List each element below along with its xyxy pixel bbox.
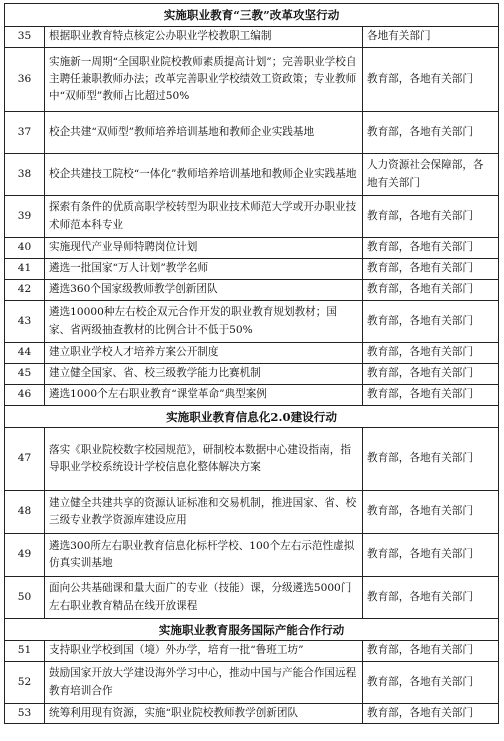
row-description: 统筹利用现有资源，实施“职业院校教师教学创新团队 <box>45 704 363 724</box>
row-number: 48 <box>5 491 45 534</box>
row-description: 建立职业学校人才培养方案公开制度 <box>45 343 363 364</box>
row-department: 教育部，各地有关部门 <box>363 491 499 534</box>
section-header-row <box>5 619 499 641</box>
row-description: 建立健全国家、省、校三级教学能力比赛机制 <box>45 364 363 385</box>
row-description: 遴选360个国家级教师教学创新团队 <box>45 280 363 301</box>
row-department: 教育部，各地有关部门 <box>363 48 499 112</box>
table-row <box>5 385 499 406</box>
section-header-row <box>5 406 499 428</box>
row-description: 遴选1000个左右职业教育“课堂革命”典型案例 <box>45 385 363 406</box>
table-row <box>5 343 499 364</box>
row-department: 教育部，各地有关部门 <box>363 428 499 491</box>
row-department: 人力资源社会保障部，各地有关部门 <box>363 154 499 196</box>
table-row <box>5 259 499 280</box>
document-page <box>4 3 498 724</box>
row-department: 教育部，各地有关部门 <box>363 704 499 724</box>
section-title: 实施职业教育“三教”改革攻坚行动 <box>5 4 499 27</box>
row-description: 校企共建“双师型”教师培养培训基地和教师企业实践基地 <box>45 112 363 154</box>
row-description: 鼓励国家开放大学建设海外学习中心，推动中国与产能合作国远程教育培训合作 <box>45 662 363 704</box>
table-row <box>5 280 499 301</box>
section-header-row <box>5 4 499 27</box>
row-number: 41 <box>5 259 45 280</box>
row-number: 35 <box>5 27 45 48</box>
row-description: 探索有条件的优质高职学校转型为职业技术师范大学或开办职业技术师范本科专业 <box>45 196 363 238</box>
row-department: 教育部，各地有关部门 <box>363 577 499 619</box>
table-row <box>5 534 499 577</box>
row-number: 40 <box>5 238 45 259</box>
row-department: 教育部，各地有关部门 <box>363 238 499 259</box>
row-department: 教育部，各地有关部门 <box>363 301 499 343</box>
row-number: 38 <box>5 154 45 196</box>
table-row <box>5 428 499 491</box>
row-number: 44 <box>5 343 45 364</box>
row-department: 教育部，各地有关部门 <box>363 385 499 406</box>
row-department: 教育部，各地有关部门 <box>363 364 499 385</box>
row-number: 46 <box>5 385 45 406</box>
row-department: 教育部，各地有关部门 <box>363 259 499 280</box>
table-row <box>5 577 499 619</box>
row-department: 教育部，各地有关部门 <box>363 641 499 662</box>
table-row <box>5 491 499 534</box>
table-row <box>5 662 499 704</box>
row-department: 教育部，各地有关部门 <box>363 112 499 154</box>
row-department: 教育部，各地有关部门 <box>363 196 499 238</box>
row-department: 各地有关部门 <box>363 27 499 48</box>
row-description: 遴选一批国家“万人计划”教学名师 <box>45 259 363 280</box>
row-number: 52 <box>5 662 45 704</box>
row-description: 实施现代产业导师特聘岗位计划 <box>45 238 363 259</box>
row-department: 教育部，各地有关部门 <box>363 534 499 577</box>
table-row <box>5 364 499 385</box>
table-row <box>5 154 499 196</box>
table-row <box>5 704 499 724</box>
row-description: 支持职业学校到国（境）外办学，培育一批“鲁班工坊” <box>45 641 363 662</box>
table-row <box>5 301 499 343</box>
row-description: 落实《职业院校数字校园规范》，研制校本数据中心建设指南，指导职业学校系统设计学校信息化整体解决方案 <box>45 428 363 491</box>
row-number: 50 <box>5 577 45 619</box>
table-row <box>5 196 499 238</box>
action-table <box>4 3 499 724</box>
row-number: 53 <box>5 704 45 724</box>
row-description: 遴选10000种左右校企双元合作开发的职业教育规划教材；国家、省两级抽查教材的比例合计不低于50% <box>45 301 363 343</box>
row-number: 47 <box>5 428 45 491</box>
row-number: 49 <box>5 534 45 577</box>
table-row <box>5 238 499 259</box>
row-number: 36 <box>5 48 45 112</box>
row-department: 教育部，各地有关部门 <box>363 280 499 301</box>
section-title: 实施职业教育信息化2.0建设行动 <box>5 406 499 428</box>
table-row <box>5 112 499 154</box>
row-description: 根据职业教育特点核定公办职业学校教职工编制 <box>45 27 363 48</box>
row-number: 42 <box>5 280 45 301</box>
table-row <box>5 48 499 112</box>
row-department: 教育部，各地有关部门 <box>363 662 499 704</box>
row-number: 37 <box>5 112 45 154</box>
row-description: 面向公共基础课和量大面广的专业（技能）课，分级遴选5000门左右职业教育精品在线开放课程 <box>45 577 363 619</box>
row-description: 遴选300所左右职业教育信息化标杆学校、100个左右示范性虚拟仿真实训基地 <box>45 534 363 577</box>
row-description: 校企共建技工院校“一体化”教师培养培训基地和教师企业实践基地 <box>45 154 363 196</box>
table-row <box>5 27 499 48</box>
row-number: 51 <box>5 641 45 662</box>
table-row <box>5 641 499 662</box>
row-description: 建立健全共建共享的资源认证标准和交易机制，推进国家、省、校三级专业教学资源库建设应用 <box>45 491 363 534</box>
row-number: 43 <box>5 301 45 343</box>
section-title: 实施职业教育服务国际产能合作行动 <box>5 619 499 641</box>
row-number: 39 <box>5 196 45 238</box>
row-description: 实施新一周期“全国职业院校教师素质提高计划”；完善职业学校自主聘任兼职教师办法；改革完善职业学校绩效工资政策；专业教师中“双师型”教师占比超过50% <box>45 48 363 112</box>
row-department: 教育部，各地有关部门 <box>363 343 499 364</box>
row-number: 45 <box>5 364 45 385</box>
